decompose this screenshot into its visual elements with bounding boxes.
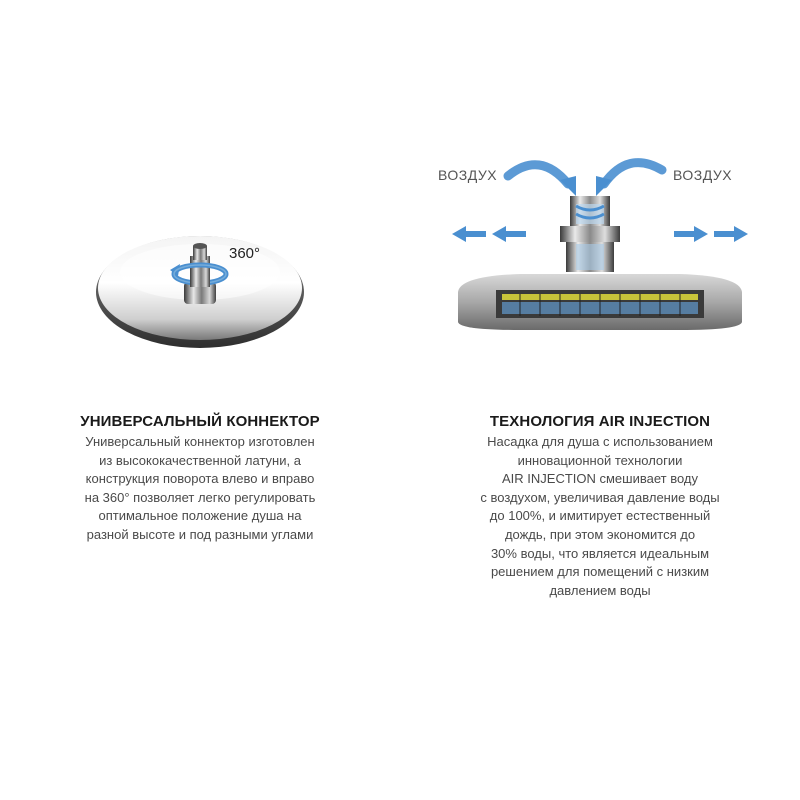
description-line: инновационной технологии (517, 452, 683, 468)
air-intake-arrow-left-icon (508, 165, 576, 196)
feature-description (60, 433, 340, 545)
description-line: до 100%, и имитирует естественный (489, 508, 711, 524)
description-line: разной высоте и под разными углами (86, 526, 314, 542)
description-line: Насадка для душа с использованием (487, 434, 713, 449)
description-line: решением для помещений с низким (490, 564, 710, 580)
feature-description (460, 433, 740, 600)
description-line: с воздухом, увеличивая давление воды (480, 489, 720, 505)
feature-title: УНИВЕРСАЛЬНЫЙ КОННЕКТОР (80, 413, 320, 430)
description-line: Универсальный коннектор изготовлен (85, 434, 315, 449)
rotation-label: 360° (229, 245, 261, 262)
water-streams (486, 330, 710, 396)
air-injection-panel (400, 0, 800, 800)
description-line: конструкция поворота влево и вправо (85, 471, 315, 487)
description-line: оптимальное положение душа на (98, 508, 302, 524)
shower-head-connector-illustration (0, 0, 400, 410)
air-label-right: ВОЗДУХ (673, 167, 733, 183)
air-intake-arrow-right-icon (596, 163, 662, 196)
outflow-arrows-left-icon (452, 226, 526, 242)
air-injection-illustration (400, 0, 800, 410)
description-line: на 360° позволяет легко регулировать (84, 489, 316, 505)
air-label-left: ВОЗДУХ (438, 167, 498, 183)
description-line: дождь, при этом экономится до (504, 526, 696, 542)
outflow-arrows-right-icon (674, 226, 748, 242)
description-line: давлением воды (549, 582, 651, 598)
description-line: из высококачественной латуни, а (99, 452, 301, 468)
description-line: 30% воды, что является идеальным (490, 545, 710, 561)
feature-title: ТЕХНОЛОГИЯ AIR INJECTION (489, 413, 711, 430)
description-line: AIR INJECTION смешивает воду (501, 471, 698, 487)
